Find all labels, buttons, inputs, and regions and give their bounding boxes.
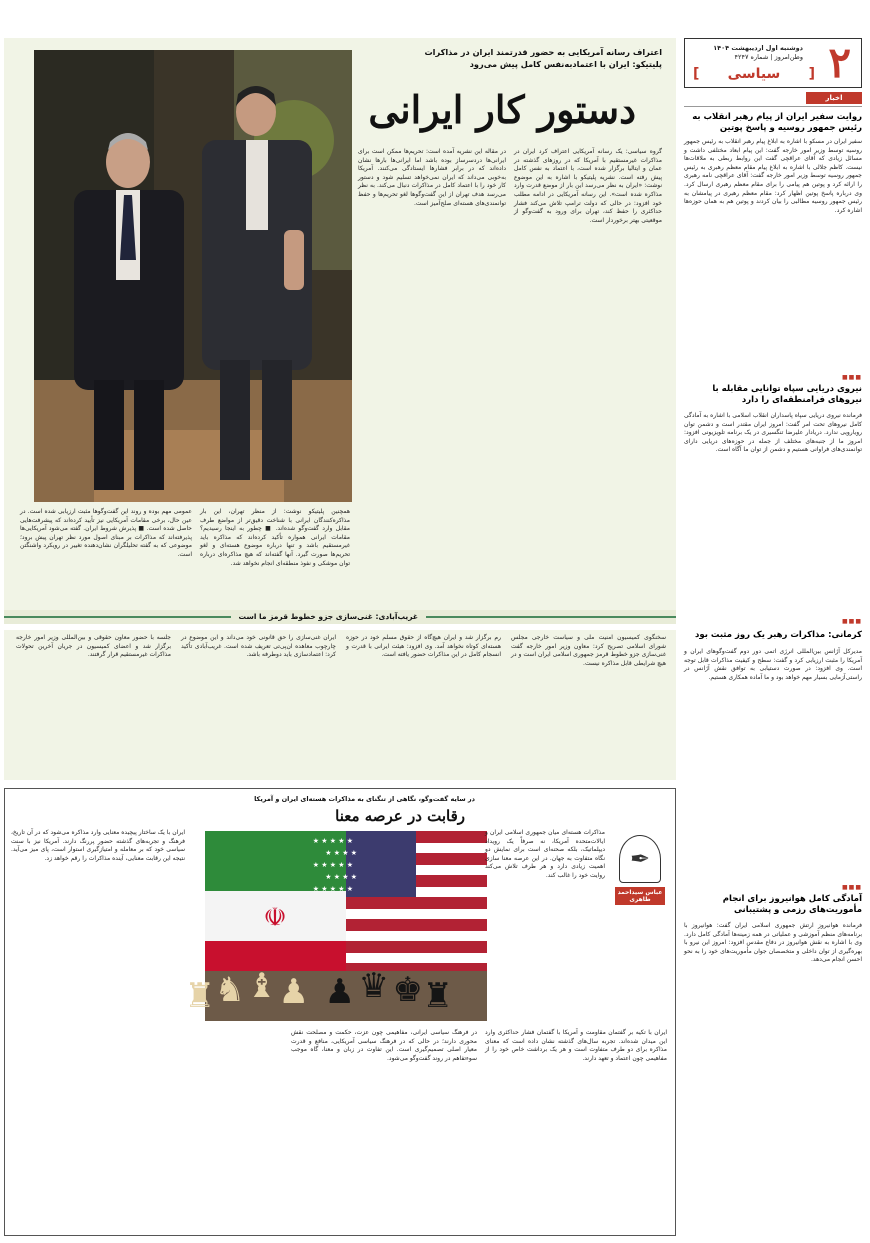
separator-dots: ■■■: [841, 374, 862, 381]
svg-text:★ ★ ★ ★ ★: ★ ★ ★ ★ ★: [312, 885, 353, 893]
news-title-4[interactable]: آمادگی کامل هوانیروز برای انجام مأموریت‌های رزمی و پشتیبانی: [722, 894, 862, 915]
separator-dots: ■■■: [841, 618, 862, 625]
news-tag: اخبار: [806, 92, 862, 104]
page-header: [684, 38, 862, 88]
news-column: [684, 92, 862, 1232]
main-story: [4, 38, 676, 610]
pen-nib-icon: ✒: [619, 835, 661, 883]
news-title-3[interactable]: کرمانی: مذاکرات رهبر یک روز مثبت بود: [695, 630, 862, 640]
band-heading: [4, 610, 676, 624]
news-body-1: سفیر ایران در مسکو با اشاره به ابلاغ پیام رهبر انقلاب به رئیس جمهور روسیه توسط وزیر امور خارجه گفت: این پیام ابعاد مختلفی داشت و مسائل زیادی که آقای عراقچی گفت این روابط ربطی به ملاقات‌ها نیست. کاظم جلالی با اشاره به ابلاغ پیام مقام معظم رهبری به رئیس جمهور روسیه توسط وزیر امور خارجه گفت: آقای عراقچی نامه رهبری را ارائه کرد و پوتین هم پیامی را برای مقام معظم رهبری ارسال کرد. وی درباره پاسخ پوتین اظهار کرد: مقام معظم رهبری در پیامشان به رئیس جمهور روسیه مطالبی را بیان کردند و پوتین هم به همان حوزه‌ها اشاره کرد.: [684, 138, 862, 214]
lower-column-4: ایران با یک ساختار پیچیده معنایی وارد مذاکره می‌شود که در آن تاریخ، فرهنگ و تجربه‌های گذشته حضور پررنگ دارند. آمریکا نیز با سنت سیاسی خود که بر معامله و امتیازگیری استوار است، پای میز می‌آید. نتیجه این رقابت معنایی، آینده مذاکرات را رقم خواهد زد.: [11, 829, 185, 862]
main-column-3: همچنین پلیتیکو نوشت: از منظر تهران، این بار مذاکره‌کنندگان ایرانی با شناخت دقیق‌تر از مواضع طرف مقابل وارد گفت‌وگو شده‌اند. ■ چطور به اینجا رسیدیم؟ مقامات ایرانی همواره تأکید کرده‌اند که مذاکره باید غیرمستقیم باشد و تنها درباره موضوع هسته‌ای و لغو تحریم‌ها صورت گیرد. آنها گفته‌اند که هیچ مذاکره‌ای درباره توان موشکی و نفوذ منطقه‌ای انجام نخواهد شد.: [200, 508, 350, 567]
band-column-2: رم برگزار شد و ایران هیچ‌گاه از حقوق مسلم خود در حوزه هسته‌ای کوتاه نخواهد آمد. وی افزود: هیئت ایرانی با قدرت و انسجام کامل در این مذاکرات حضور یافته است.: [346, 634, 501, 659]
main-supertitle: [362, 46, 662, 70]
main-supertitle-2: پلیتیکو: ایران با اعتمادبه‌نفس کامل پیش می‌رود: [469, 59, 662, 69]
svg-text:♟: ♟: [324, 972, 355, 1012]
band-column-1: سخنگوی کمیسیون امنیت ملی و سیاست خارجی مجلس شورای اسلامی تصریح کرد: معاون وزیر امور خارجه گفت غنی‌سازی جزو خطوط قرمز جمهوری اسلامی ایران است و در هیچ شرایطی قابل مذاکره نیست.: [511, 634, 666, 667]
author-name: عباس سیداحمد طاهری: [615, 887, 665, 905]
svg-text:♝: ♝: [246, 966, 277, 1006]
issue-number: وطن‌امروز | شماره ۴۲۴۷: [734, 53, 803, 61]
svg-text:♛: ♛: [358, 966, 389, 1006]
main-headline[interactable]: دستور کار ایرانی: [368, 87, 636, 132]
flags-chess-photo: [184, 831, 487, 1021]
news-body-4: فرمانده هوانیروز ارتش جمهوری اسلامی ایران گفت: هوانیروز با برنامه‌های منظم آموزشی و عملیاتی در همه زمینه‌ها آمادگی کامل دارد. وی با اشاره به نقش هوانیروز در دفاع مقدس افزود: امروز این نیرو با بهره‌گیری از توان داخلی و متخصصان جوان مأموریت‌های خود را به نحو احسن انجام می‌دهد.: [684, 922, 862, 964]
main-photo: [34, 50, 352, 502]
section-label: [ سیاسی ]: [699, 63, 809, 85]
band-column-4: جلسه با حضور معاون حقوقی و بین‌المللی وزیر امور خارجه برگزار شد و اعضای کمیسیون در جریان آخرین تحولات مذاکرات غیرمستقیم قرار گرفتند.: [16, 634, 171, 659]
news-title-2[interactable]: نیروی دریایی سپاه توانایی مقابله با نیروهای فرامنطقه‌ای را دارد: [712, 384, 862, 405]
main-column-1: گروه سیاسی: یک رسانه آمریکایی اعتراف کرد ایران در مذاکرات غیرمستقیم با آمریکا که در روزهای گذشته در عمان و ایتالیا برگزار شده است، با اعتماد به نفس کامل پیش رفته است. نشریه پلیتیکو با اشاره به این موضوع نوشت: «ایران به نظر می‌رسد این بار از موضع قدرت وارد مذاکره شده است». این رسانه آمریکایی در ادامه مطلب خود افزود: در حالی که دولت ترامپ تلاش می‌کند فشار حداکثری را حفظ کند، تهران برای ورود به گفت‌وگو از موقعیتی بهتر برخوردار است.: [514, 148, 662, 224]
news-title-1[interactable]: روایت سفیر ایران از پیام رهبر انقلاب به رئیس جمهور روسیه و پاسخ پوتین: [692, 112, 862, 133]
svg-text:☫: ☫: [263, 903, 287, 933]
lower-article: [4, 788, 676, 1236]
svg-text:♜: ♜: [422, 976, 453, 1016]
diplomats-photo: [34, 50, 352, 502]
issue-date: دوشنبه اول اردیبهشت ۱۴۰۴: [713, 44, 803, 52]
svg-text:♚: ♚: [392, 970, 423, 1010]
lower-column-2: ایران با تکیه بر گفتمان مقاومت و آمریکا با گفتمان فشار حداکثری وارد این میدان شده‌اند. تجربه سال‌های گذشته نشان داده است که معنای مذاکره برای دو طرف متفاوت است و هر یک برداشت خاص خود را از مفاهیمی چون اعتماد و تعهد دارند.: [485, 1029, 667, 1062]
svg-text:♟: ♟: [278, 972, 309, 1012]
page-number: ۲: [828, 38, 851, 87]
main-supertitle-1: اعتراف رسانه آمریکایی به حضور قدرتمند ایران در مذاکرات: [424, 47, 662, 57]
band-column-3: ایران غنی‌سازی را حق قانونی خود می‌داند و این موضوع در چارچوب معاهده ان‌پی‌تی تعریف شده است. غریب‌آبادی تأکید کرد: اعتمادسازی باید دوطرفه باشد.: [181, 634, 336, 659]
svg-text:★ ★ ★ ★: ★ ★ ★ ★: [325, 849, 357, 857]
main-column-2: در مقاله این نشریه آمده است: تحریم‌ها ممکن است برای ایرانی‌ها دردسرساز بوده باشد اما ایرانی‌ها بارها نشان داده‌اند که در برابر فشارها ایستادگی می‌کنند. آمریکا به‌خوبی می‌داند که ایران نمی‌خواهد تسلیم شود و دستور کار خود را با اعتماد کامل در مذاکرات دنبال می‌کند. به نظر می‌رسد هدف تهران از این گفت‌وگوها لغو تحریم‌ها و حفظ توانمندی‌های هسته‌ای صلح‌آمیز است.: [358, 148, 506, 207]
svg-text:★ ★ ★ ★ ★: ★ ★ ★ ★ ★: [312, 837, 353, 845]
band-title[interactable]: غریب‌آبادی: غنی‌سازی جزو خطوط قرمز ما است: [231, 610, 426, 624]
band-article: [4, 630, 676, 780]
main-column-4: عمومی مهم بوده و روند این گفت‌وگوها مثبت ارزیابی شده است. در عین حال، برخی مقامات آمریکایی نیز تأیید کرده‌اند که پیشرفت‌هایی حاصل شده است. ■ پذیرش شروط ایران. گفته می‌شود آمریکایی‌ها پذیرفته‌اند که مذاکرات بر مبنای اصول مورد نظر تهران پیش برود؛ موضوعی که به گفته تحلیلگران نشان‌دهنده تغییر در رویکرد واشنگتن است.: [20, 508, 192, 558]
news-body-2: فرمانده نیروی دریایی سپاه پاسداران انقلاب اسلامی با اشاره به آمادگی کامل نیروهای تحت امر گفت: امروز ایران مقتدر است و دشمن توان رویارویی ندارد. دریادار علیرضا تنگسیری در یک برنامه تلویزیونی افزود: امروز ما از جنبه‌های مختلف از جمله در حوزه‌های دریایی دارای توانمندی‌های فراوانی هستیم و دشمن از توان ما آگاه است.: [684, 412, 862, 454]
separator-dots: ■■■: [841, 884, 862, 891]
author-box: [613, 829, 667, 921]
svg-text:★ ★ ★ ★: ★ ★ ★ ★: [325, 873, 357, 881]
lower-column-1: مذاکرات هسته‌ای میان جمهوری اسلامی ایران و ایالات‌متحده آمریکا، نه صرفاً یک رویداد دیپلماتیک، بلکه صحنه‌ای است برای نمایش دو نگاه متفاوت به جهان. در این عرصه معنا سازی اهمیت زیادی دارد و هر طرف تلاش می‌کند روایت خود را غالب کند.: [485, 829, 605, 879]
chess-flags-image: [184, 831, 487, 1021]
news-body-3: مدیرکل آژانس بین‌المللی انرژی اتمی دور دوم گفت‌وگوهای ایران و آمریکا را مثبت ارزیابی کرد و گفت: سطح و کیفیت مذاکرات قابل توجه است. وی افزود: در صورت دستیابی به توافق نقش آژانس در راستی‌آزمایی بسیار مهم خواهد بود و ما آماده همکاری هستیم.: [684, 648, 862, 681]
divider: [684, 106, 862, 107]
svg-text:♜: ♜: [184, 976, 215, 1016]
svg-text:♞: ♞: [214, 970, 245, 1010]
lower-column-3: در فرهنگ سیاسی ایرانی، مفاهیمی چون عزت، حکمت و مصلحت نقش محوری دارند؛ در حالی که در فرهنگ سیاسی آمریکایی، منافع و قدرت معیار اصلی تصمیم‌گیری است. این تفاوت در زبان و معنا، گاه موجب سوءتفاهم در روند گفت‌وگو می‌شود.: [291, 1029, 477, 1062]
lower-headline[interactable]: رقابت در عرصه معنا: [335, 807, 465, 825]
lower-column-5: [191, 1029, 283, 1229]
lower-supertitle: در سایه گفت‌وگو، نگاهی از تنگنای به مذاکرات هسته‌ای ایران و آمریکا: [254, 795, 475, 803]
svg-text:★ ★ ★ ★ ★: ★ ★ ★ ★ ★: [312, 861, 353, 869]
